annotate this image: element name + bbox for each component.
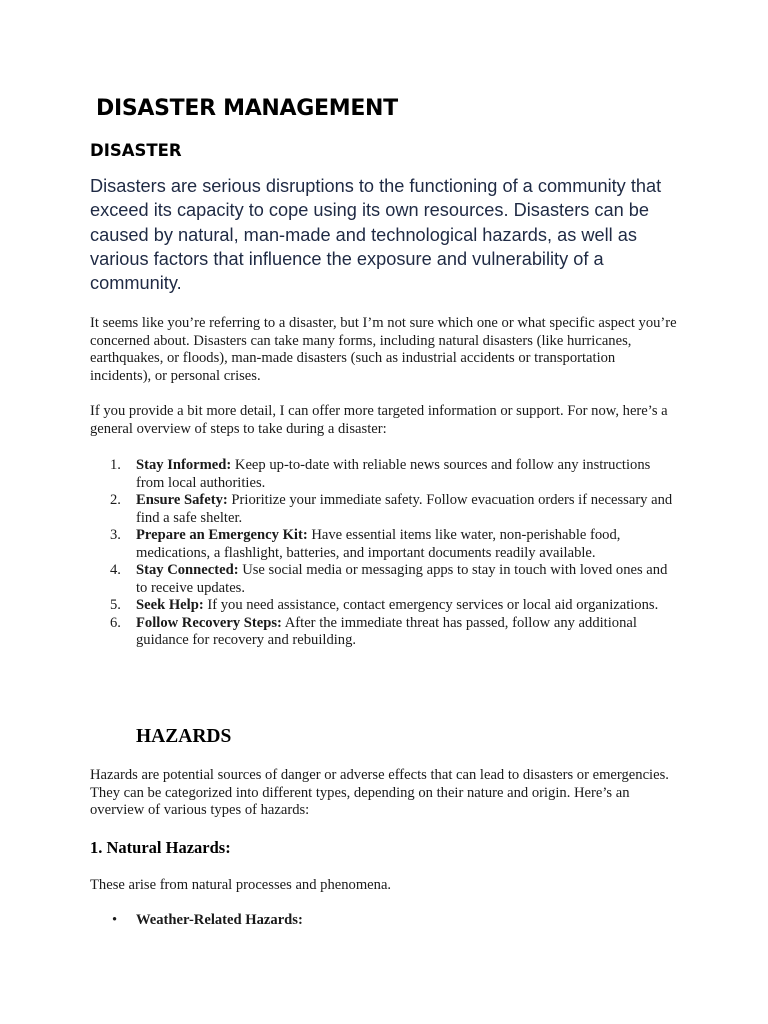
- list-item: [110, 492, 680, 527]
- natural-hazards-text: These arise from natural processes and phenomena.: [90, 877, 392, 893]
- bullet-text: Weather-Related Hazards:: [136, 912, 303, 928]
- step-number: 5.: [110, 597, 121, 613]
- bullet-marker: •: [112, 912, 118, 928]
- step-label: Stay Informed:: [136, 457, 232, 473]
- step-text: Have essential items like water, non-perishable food, medications, a flashlight, batteries, and important documents readily available.: [136, 527, 621, 561]
- step-text: After the immediate threat has passed, follow any additional guidance for recovery and rebuilding.: [136, 614, 637, 648]
- step-number: 4.: [110, 562, 121, 578]
- list-item: [110, 527, 680, 562]
- step-label: Ensure Safety:: [136, 492, 228, 508]
- list-item: [110, 457, 680, 492]
- step-label: Seek Help:: [136, 597, 204, 613]
- disaster-heading: DISASTER: [90, 141, 182, 160]
- list-item: [110, 615, 680, 650]
- list-item: [112, 912, 303, 930]
- list-item: [110, 597, 680, 615]
- step-label: Follow Recovery Steps:: [136, 614, 282, 631]
- natural-hazards-list: [112, 912, 303, 930]
- disaster-paragraph-1: It seems like you’re referring to a disaster, but I’m not sure which one or what specific aspect you’re concerned about. Disasters can take many forms, including natural disasters (like hurricanes, earthquakes, or floods), man-made disasters (such as industrial accidents or transportation incidents), or personal crises.: [90, 315, 677, 384]
- disaster-steps-list: [110, 457, 680, 650]
- hazards-heading: HAZARDS: [136, 726, 232, 747]
- natural-hazards-heading: 1. Natural Hazards:: [90, 838, 231, 857]
- hazards-intro: Hazards are potential sources of danger or adverse effects that can lead to disasters or emergencies. They can be categorized into different types, depending on their nature and origin. Here’s an overview of various types of hazards:: [90, 767, 669, 818]
- step-label: Stay Connected:: [136, 562, 239, 578]
- step-number: 6.: [110, 614, 121, 631]
- step-number: 1.: [110, 457, 121, 473]
- step-number: 2.: [110, 492, 121, 508]
- step-text: Use social media or messaging apps to stay in touch with loved ones and to receive updates.: [136, 562, 668, 596]
- step-text: If you need assistance, contact emergency services or local aid organizations.: [203, 597, 659, 613]
- step-label: Prepare an Emergency Kit:: [136, 527, 308, 543]
- step-text: Prioritize your immediate safety. Follow evacuation orders if necessary and find a safe shelter.: [136, 492, 673, 526]
- list-item: [110, 562, 680, 597]
- step-number: 3.: [110, 527, 121, 543]
- document-title: DISASTER MANAGEMENT: [96, 96, 398, 121]
- step-text: Keep up-to-date with reliable news sources and follow any instructions from local authorities.: [136, 457, 651, 491]
- disaster-paragraph-2: If you provide a bit more detail, I can offer more targeted information or support. For now, here’s a general overview of steps to take during a disaster:: [90, 403, 668, 437]
- disaster-definition: Disasters are serious disruptions to the functioning of a community that exceed its capacity to cope using its own resources. Disasters can be caused by natural, man-made and technological hazards, as well as various factors that influence the exposure and vulnerability of a community.: [90, 176, 662, 294]
